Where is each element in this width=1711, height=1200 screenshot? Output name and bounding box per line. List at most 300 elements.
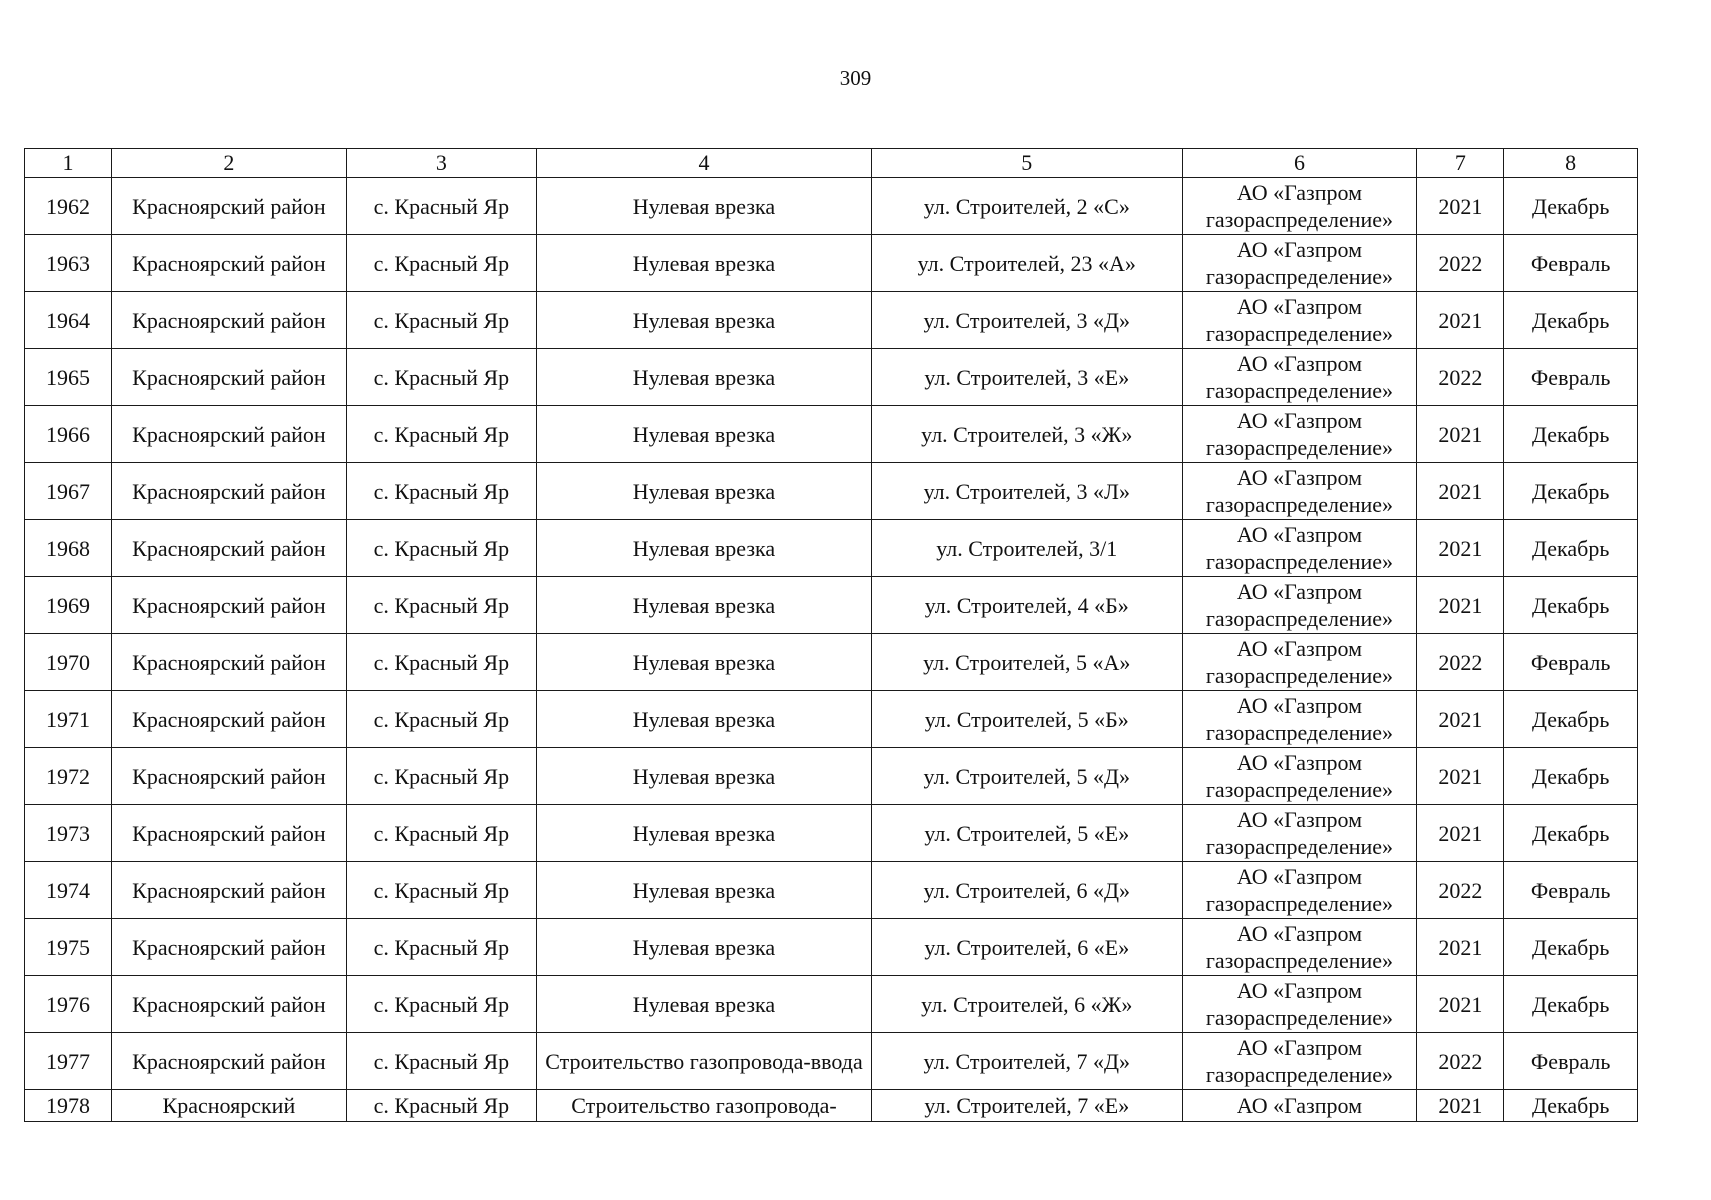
- settlement-cell-text: с. Красный Яр: [373, 991, 510, 1017]
- year-cell: [1417, 349, 1504, 406]
- settlement-cell: [346, 292, 536, 349]
- work-type-cell: [537, 577, 872, 634]
- work-type-cell-text: Нулевая врезка: [632, 193, 776, 219]
- column-header-1: 1: [25, 149, 112, 178]
- month-cell: [1504, 235, 1638, 292]
- month-cell-text: Декабрь: [1531, 820, 1610, 846]
- owner-cell: [1182, 748, 1417, 805]
- month-cell: [1504, 862, 1638, 919]
- district-cell: [112, 349, 347, 406]
- address-cell-text: ул. Строителей, 5 «Б»: [924, 706, 1129, 732]
- district-cell-text: Красноярский район: [132, 421, 326, 447]
- row-number-cell: [25, 292, 112, 349]
- owner-cell-text: АО «Газпром газораспределение»: [1205, 180, 1394, 232]
- month-cell-text: Декабрь: [1531, 991, 1610, 1017]
- month-cell: [1504, 919, 1638, 976]
- table-row: [25, 691, 1638, 748]
- row-number-cell: [25, 805, 112, 862]
- year-cell-text: 2021: [1438, 478, 1483, 504]
- district-cell-text: Красноярский: [162, 1093, 296, 1118]
- address-cell: [871, 805, 1182, 862]
- work-type-cell: [537, 463, 872, 520]
- settlement-cell: [346, 976, 536, 1033]
- row-number-cell-text: 1966: [46, 421, 90, 447]
- settlement-cell: [346, 577, 536, 634]
- district-cell-text: Красноярский район: [132, 364, 326, 390]
- settlement-cell-text: с. Красный Яр: [373, 706, 510, 732]
- row-number-cell-text: 1962: [46, 193, 90, 219]
- work-type-cell-text: Нулевая врезка: [632, 877, 776, 903]
- district-cell: [112, 235, 347, 292]
- month-cell: [1504, 463, 1638, 520]
- address-cell: [871, 520, 1182, 577]
- work-type-cell: [537, 976, 872, 1033]
- work-type-cell: [537, 349, 872, 406]
- owner-cell-text: АО «Газпром газораспределение»: [1205, 864, 1394, 916]
- address-cell-text: ул. Строителей, 6 «Д»: [923, 877, 1130, 903]
- settlement-cell: [346, 349, 536, 406]
- address-cell-text: ул. Строителей, 6 «Ж»: [921, 991, 1133, 1017]
- district-cell: [112, 463, 347, 520]
- settlement-cell: [346, 919, 536, 976]
- address-cell-text: ул. Строителей, 2 «С»: [923, 193, 1130, 219]
- table-row: [25, 292, 1638, 349]
- owner-cell: [1182, 1090, 1417, 1122]
- table-row: [25, 748, 1638, 805]
- month-cell: [1504, 805, 1638, 862]
- month-cell-text: Февраль: [1530, 877, 1611, 903]
- work-type-cell: [537, 919, 872, 976]
- year-cell-text: 2022: [1438, 649, 1483, 675]
- district-cell-text: Красноярский район: [132, 763, 326, 789]
- table-body: [25, 178, 1638, 1122]
- address-cell: [871, 292, 1182, 349]
- row-number-cell-text: 1964: [46, 307, 90, 333]
- owner-cell: [1182, 919, 1417, 976]
- row-number-cell: [25, 349, 112, 406]
- work-type-cell-text: Нулевая врезка: [632, 478, 776, 504]
- row-number-cell-text: 1972: [46, 763, 90, 789]
- settlement-cell: [346, 1033, 536, 1090]
- address-cell: [871, 235, 1182, 292]
- settlement-cell: [346, 406, 536, 463]
- owner-cell-text: АО «Газпром газораспределение»: [1205, 351, 1394, 403]
- district-cell-text: Красноярский район: [132, 1048, 326, 1074]
- month-cell: [1504, 178, 1638, 235]
- month-cell-text: Декабрь: [1531, 307, 1610, 333]
- table-row: [25, 463, 1638, 520]
- work-type-cell: [537, 235, 872, 292]
- year-cell-text: 2021: [1438, 820, 1483, 846]
- row-number-cell-text: 1974: [46, 877, 90, 903]
- year-cell-text: 2021: [1438, 991, 1483, 1017]
- month-cell: [1504, 976, 1638, 1033]
- address-cell-text: ул. Строителей, 3 «Ж»: [921, 421, 1133, 447]
- work-type-cell-text: Строительство газопровода-ввода: [545, 1048, 863, 1074]
- row-number-cell-text: 1968: [46, 535, 90, 561]
- month-cell-text: Февраль: [1530, 250, 1611, 276]
- owner-cell-text: АО «Газпром газораспределение»: [1205, 921, 1394, 973]
- settlement-cell: [346, 235, 536, 292]
- year-cell: [1417, 919, 1504, 976]
- address-cell-text: ул. Строителей, 5 «Е»: [924, 820, 1130, 846]
- district-cell-text: Красноярский район: [132, 934, 326, 960]
- settlement-cell-text: с. Красный Яр: [373, 193, 510, 219]
- work-type-cell: [537, 178, 872, 235]
- settlement-cell: [346, 805, 536, 862]
- table-row: [25, 919, 1638, 976]
- work-type-cell: [537, 691, 872, 748]
- register-table: [24, 148, 1638, 1122]
- address-cell: [871, 178, 1182, 235]
- district-cell-text: Красноярский район: [132, 649, 326, 675]
- owner-cell-text: АО «Газпром газораспределение»: [1205, 978, 1394, 1030]
- work-type-cell-text: Нулевая врезка: [632, 307, 776, 333]
- address-cell: [871, 349, 1182, 406]
- table-row: [25, 577, 1638, 634]
- year-cell-text: 2021: [1438, 763, 1483, 789]
- work-type-cell-text: Нулевая врезка: [632, 250, 776, 276]
- row-number-cell-text: 1963: [46, 250, 90, 276]
- year-cell: [1417, 691, 1504, 748]
- address-cell-text: ул. Строителей, 7 «Е»: [924, 1093, 1130, 1118]
- month-cell-text: Декабрь: [1531, 193, 1610, 219]
- work-type-cell-text: Нулевая врезка: [632, 934, 776, 960]
- settlement-cell-text: с. Красный Яр: [373, 934, 510, 960]
- address-cell-text: ул. Строителей, 4 «Б»: [924, 592, 1129, 618]
- row-number-cell-text: 1969: [46, 592, 90, 618]
- settlement-cell-text: с. Красный Яр: [373, 364, 510, 390]
- district-cell-text: Красноярский район: [132, 706, 326, 732]
- table-header: [25, 149, 1638, 178]
- district-cell: [112, 1090, 347, 1122]
- work-type-cell-text: Нулевая врезка: [632, 649, 776, 675]
- table-row: [25, 634, 1638, 691]
- row-number-cell-text: 1978: [46, 1093, 90, 1118]
- settlement-cell-text: с. Красный Яр: [373, 478, 510, 504]
- row-number-cell-text: 1977: [46, 1048, 90, 1074]
- column-header-3: 3: [346, 149, 536, 178]
- month-cell: [1504, 292, 1638, 349]
- settlement-cell-text: с. Красный Яр: [373, 250, 510, 276]
- row-number-cell: [25, 577, 112, 634]
- table-row: [25, 862, 1638, 919]
- district-cell-text: Красноярский район: [132, 193, 326, 219]
- settlement-cell: [346, 634, 536, 691]
- column-header-8: 8: [1504, 149, 1638, 178]
- district-cell: [112, 520, 347, 577]
- row-number-cell: [25, 406, 112, 463]
- owner-cell: [1182, 520, 1417, 577]
- month-cell-text: Февраль: [1530, 649, 1611, 675]
- district-cell: [112, 634, 347, 691]
- work-type-cell: [537, 748, 872, 805]
- address-cell: [871, 691, 1182, 748]
- owner-cell: [1182, 178, 1417, 235]
- work-type-cell-text: Нулевая врезка: [632, 421, 776, 447]
- month-cell: [1504, 520, 1638, 577]
- owner-cell-text: АО «Газпром газораспределение»: [1205, 465, 1394, 517]
- work-type-cell-text: Нулевая врезка: [632, 364, 776, 390]
- settlement-cell: [346, 748, 536, 805]
- address-cell-text: ул. Строителей, 3/1: [936, 535, 1118, 561]
- district-cell: [112, 1033, 347, 1090]
- district-cell-text: Красноярский район: [132, 592, 326, 618]
- settlement-cell: [346, 691, 536, 748]
- year-cell: [1417, 1033, 1504, 1090]
- address-cell: [871, 463, 1182, 520]
- owner-cell-text: АО «Газпром газораспределение»: [1205, 750, 1394, 802]
- row-number-cell-text: 1976: [46, 991, 90, 1017]
- district-cell: [112, 406, 347, 463]
- district-cell: [112, 919, 347, 976]
- district-cell: [112, 862, 347, 919]
- district-cell: [112, 691, 347, 748]
- table-row: [25, 178, 1638, 235]
- district-cell: [112, 805, 347, 862]
- year-cell-text: 2021: [1438, 307, 1483, 333]
- page-number: 309: [839, 66, 872, 90]
- row-number-cell-text: 1973: [46, 820, 90, 846]
- owner-cell: [1182, 406, 1417, 463]
- year-cell: [1417, 520, 1504, 577]
- address-cell: [871, 577, 1182, 634]
- settlement-cell-text: с. Красный Яр: [373, 649, 510, 675]
- address-cell-text: ул. Строителей, 3 «Л»: [923, 478, 1130, 504]
- row-number-cell: [25, 634, 112, 691]
- year-cell-text: 2021: [1438, 706, 1483, 732]
- year-cell: [1417, 406, 1504, 463]
- year-cell-text: 2021: [1438, 592, 1483, 618]
- table-row: [25, 1090, 1638, 1122]
- address-cell: [871, 634, 1182, 691]
- work-type-cell-text: Нулевая врезка: [632, 535, 776, 561]
- year-cell: [1417, 1090, 1504, 1122]
- year-cell: [1417, 748, 1504, 805]
- month-cell-text: Декабрь: [1531, 1093, 1610, 1118]
- district-cell: [112, 577, 347, 634]
- address-cell: [871, 976, 1182, 1033]
- settlement-cell: [346, 463, 536, 520]
- year-cell: [1417, 634, 1504, 691]
- month-cell-text: Февраль: [1530, 364, 1611, 390]
- work-type-cell: [537, 1033, 872, 1090]
- row-number-cell-text: 1965: [46, 364, 90, 390]
- row-number-cell: [25, 862, 112, 919]
- month-cell: [1504, 577, 1638, 634]
- row-number-cell-text: 1970: [46, 649, 90, 675]
- district-cell: [112, 748, 347, 805]
- owner-cell: [1182, 235, 1417, 292]
- district-cell-text: Красноярский район: [132, 478, 326, 504]
- work-type-cell: [537, 1090, 872, 1122]
- year-cell-text: 2022: [1438, 364, 1483, 390]
- district-cell-text: Красноярский район: [132, 820, 326, 846]
- district-cell-text: Красноярский район: [132, 877, 326, 903]
- year-cell: [1417, 463, 1504, 520]
- district-cell: [112, 292, 347, 349]
- year-cell: [1417, 235, 1504, 292]
- month-cell-text: Февраль: [1530, 1048, 1611, 1074]
- address-cell: [871, 406, 1182, 463]
- address-cell: [871, 1090, 1182, 1122]
- year-cell: [1417, 178, 1504, 235]
- settlement-cell: [346, 862, 536, 919]
- owner-cell-text: АО «Газпром газораспределение»: [1205, 1035, 1394, 1087]
- owner-cell: [1182, 292, 1417, 349]
- row-number-cell: [25, 1033, 112, 1090]
- month-cell: [1504, 691, 1638, 748]
- year-cell-text: 2021: [1438, 934, 1483, 960]
- row-number-cell: [25, 919, 112, 976]
- work-type-cell-text: Нулевая врезка: [632, 991, 776, 1017]
- settlement-cell-text: с. Красный Яр: [373, 592, 510, 618]
- column-header-5: 5: [871, 149, 1182, 178]
- address-cell: [871, 919, 1182, 976]
- settlement-cell-text: с. Красный Яр: [373, 1093, 510, 1118]
- owner-cell: [1182, 577, 1417, 634]
- row-number-cell: [25, 691, 112, 748]
- year-cell-text: 2021: [1438, 421, 1483, 447]
- owner-cell-text: АО «Газпром газораспределение»: [1205, 693, 1394, 745]
- address-cell: [871, 862, 1182, 919]
- address-cell: [871, 1033, 1182, 1090]
- column-header-7: 7: [1417, 149, 1504, 178]
- month-cell-text: Декабрь: [1531, 535, 1610, 561]
- settlement-cell: [346, 1090, 536, 1122]
- district-cell-text: Красноярский район: [132, 535, 326, 561]
- owner-cell: [1182, 976, 1417, 1033]
- row-number-cell-text: 1975: [46, 934, 90, 960]
- table-row: [25, 976, 1638, 1033]
- row-number-cell: [25, 748, 112, 805]
- month-cell-text: Декабрь: [1531, 421, 1610, 447]
- owner-cell: [1182, 862, 1417, 919]
- row-number-cell: [25, 463, 112, 520]
- address-cell-text: ул. Строителей, 3 «Е»: [924, 364, 1130, 390]
- owner-cell-text: АО «Газпром газораспределение»: [1205, 294, 1394, 346]
- settlement-cell-text: с. Красный Яр: [373, 421, 510, 447]
- year-cell: [1417, 292, 1504, 349]
- district-cell-text: Красноярский район: [132, 991, 326, 1017]
- year-cell-text: 2022: [1438, 877, 1483, 903]
- table-row: [25, 349, 1638, 406]
- address-cell-text: ул. Строителей, 3 «Д»: [923, 307, 1130, 333]
- header-row: [25, 149, 1638, 178]
- column-header-2: 2: [112, 149, 347, 178]
- table-row: [25, 1033, 1638, 1090]
- year-cell: [1417, 805, 1504, 862]
- month-cell: [1504, 1090, 1638, 1122]
- month-cell-text: Декабрь: [1531, 934, 1610, 960]
- work-type-cell: [537, 292, 872, 349]
- year-cell: [1417, 862, 1504, 919]
- work-type-cell: [537, 634, 872, 691]
- column-header-6: 6: [1182, 149, 1417, 178]
- work-type-cell: [537, 862, 872, 919]
- year-cell-text: 2021: [1438, 1093, 1483, 1118]
- address-cell-text: ул. Строителей, 7 «Д»: [923, 1048, 1130, 1074]
- month-cell-text: Декабрь: [1531, 592, 1610, 618]
- owner-cell: [1182, 463, 1417, 520]
- address-cell-text: ул. Строителей, 6 «Е»: [924, 934, 1130, 960]
- district-cell: [112, 178, 347, 235]
- district-cell-text: Красноярский район: [132, 250, 326, 276]
- owner-cell-text: АО «Газпром газораспределение»: [1205, 237, 1394, 289]
- month-cell: [1504, 634, 1638, 691]
- work-type-cell: [537, 406, 872, 463]
- owner-cell: [1182, 349, 1417, 406]
- row-number-cell: [25, 1090, 112, 1122]
- owner-cell-text: АО «Газпром газораспределение»: [1205, 636, 1394, 688]
- row-number-cell: [25, 520, 112, 577]
- settlement-cell-text: с. Красный Яр: [373, 763, 510, 789]
- work-type-cell-text: Нулевая врезка: [632, 763, 776, 789]
- owner-cell: [1182, 634, 1417, 691]
- district-cell-text: Красноярский район: [132, 307, 326, 333]
- row-number-cell: [25, 235, 112, 292]
- owner-cell-text: АО «Газпром газораспределение»: [1205, 807, 1394, 859]
- owner-cell: [1182, 805, 1417, 862]
- settlement-cell-text: с. Красный Яр: [373, 535, 510, 561]
- settlement-cell-text: с. Красный Яр: [373, 820, 510, 846]
- district-cell: [112, 976, 347, 1033]
- row-number-cell-text: 1971: [46, 706, 90, 732]
- owner-cell: [1182, 1033, 1417, 1090]
- year-cell: [1417, 976, 1504, 1033]
- month-cell: [1504, 349, 1638, 406]
- work-type-cell-text: Нулевая врезка: [632, 592, 776, 618]
- table-row: [25, 235, 1638, 292]
- row-number-cell-text: 1967: [46, 478, 90, 504]
- owner-cell-text: АО «Газпром газораспределение»: [1205, 522, 1394, 574]
- owner-cell: [1182, 691, 1417, 748]
- work-type-cell: [537, 520, 872, 577]
- year-cell-text: 2022: [1438, 250, 1483, 276]
- work-type-cell-text: Нулевая врезка: [632, 706, 776, 732]
- month-cell: [1504, 406, 1638, 463]
- year-cell-text: 2022: [1438, 1048, 1483, 1074]
- work-type-cell-text: Строительство газопровода-: [571, 1093, 837, 1118]
- table-row: [25, 406, 1638, 463]
- settlement-cell: [346, 520, 536, 577]
- table-row: [25, 520, 1638, 577]
- year-cell-text: 2021: [1438, 193, 1483, 219]
- work-type-cell-text: Нулевая врезка: [632, 820, 776, 846]
- work-type-cell: [537, 805, 872, 862]
- month-cell-text: Декабрь: [1531, 478, 1610, 504]
- month-cell-text: Декабрь: [1531, 706, 1610, 732]
- address-cell-text: ул. Строителей, 5 «А»: [923, 649, 1131, 675]
- owner-cell-text: АО «Газпром газораспределение»: [1205, 408, 1394, 460]
- row-number-cell: [25, 178, 112, 235]
- settlement-cell: [346, 178, 536, 235]
- address-cell: [871, 748, 1182, 805]
- year-cell-text: 2021: [1438, 535, 1483, 561]
- settlement-cell-text: с. Красный Яр: [373, 877, 510, 903]
- address-cell-text: ул. Строителей, 5 «Д»: [923, 763, 1130, 789]
- month-cell-text: Декабрь: [1531, 763, 1610, 789]
- year-cell: [1417, 577, 1504, 634]
- column-header-4: 4: [537, 149, 872, 178]
- month-cell: [1504, 748, 1638, 805]
- month-cell: [1504, 1033, 1638, 1090]
- owner-cell-text: АО «Газпром газораспределение»: [1205, 579, 1394, 631]
- address-cell-text: ул. Строителей, 23 «А»: [917, 250, 1136, 276]
- settlement-cell-text: с. Красный Яр: [373, 1048, 510, 1074]
- row-number-cell: [25, 976, 112, 1033]
- table-row: [25, 805, 1638, 862]
